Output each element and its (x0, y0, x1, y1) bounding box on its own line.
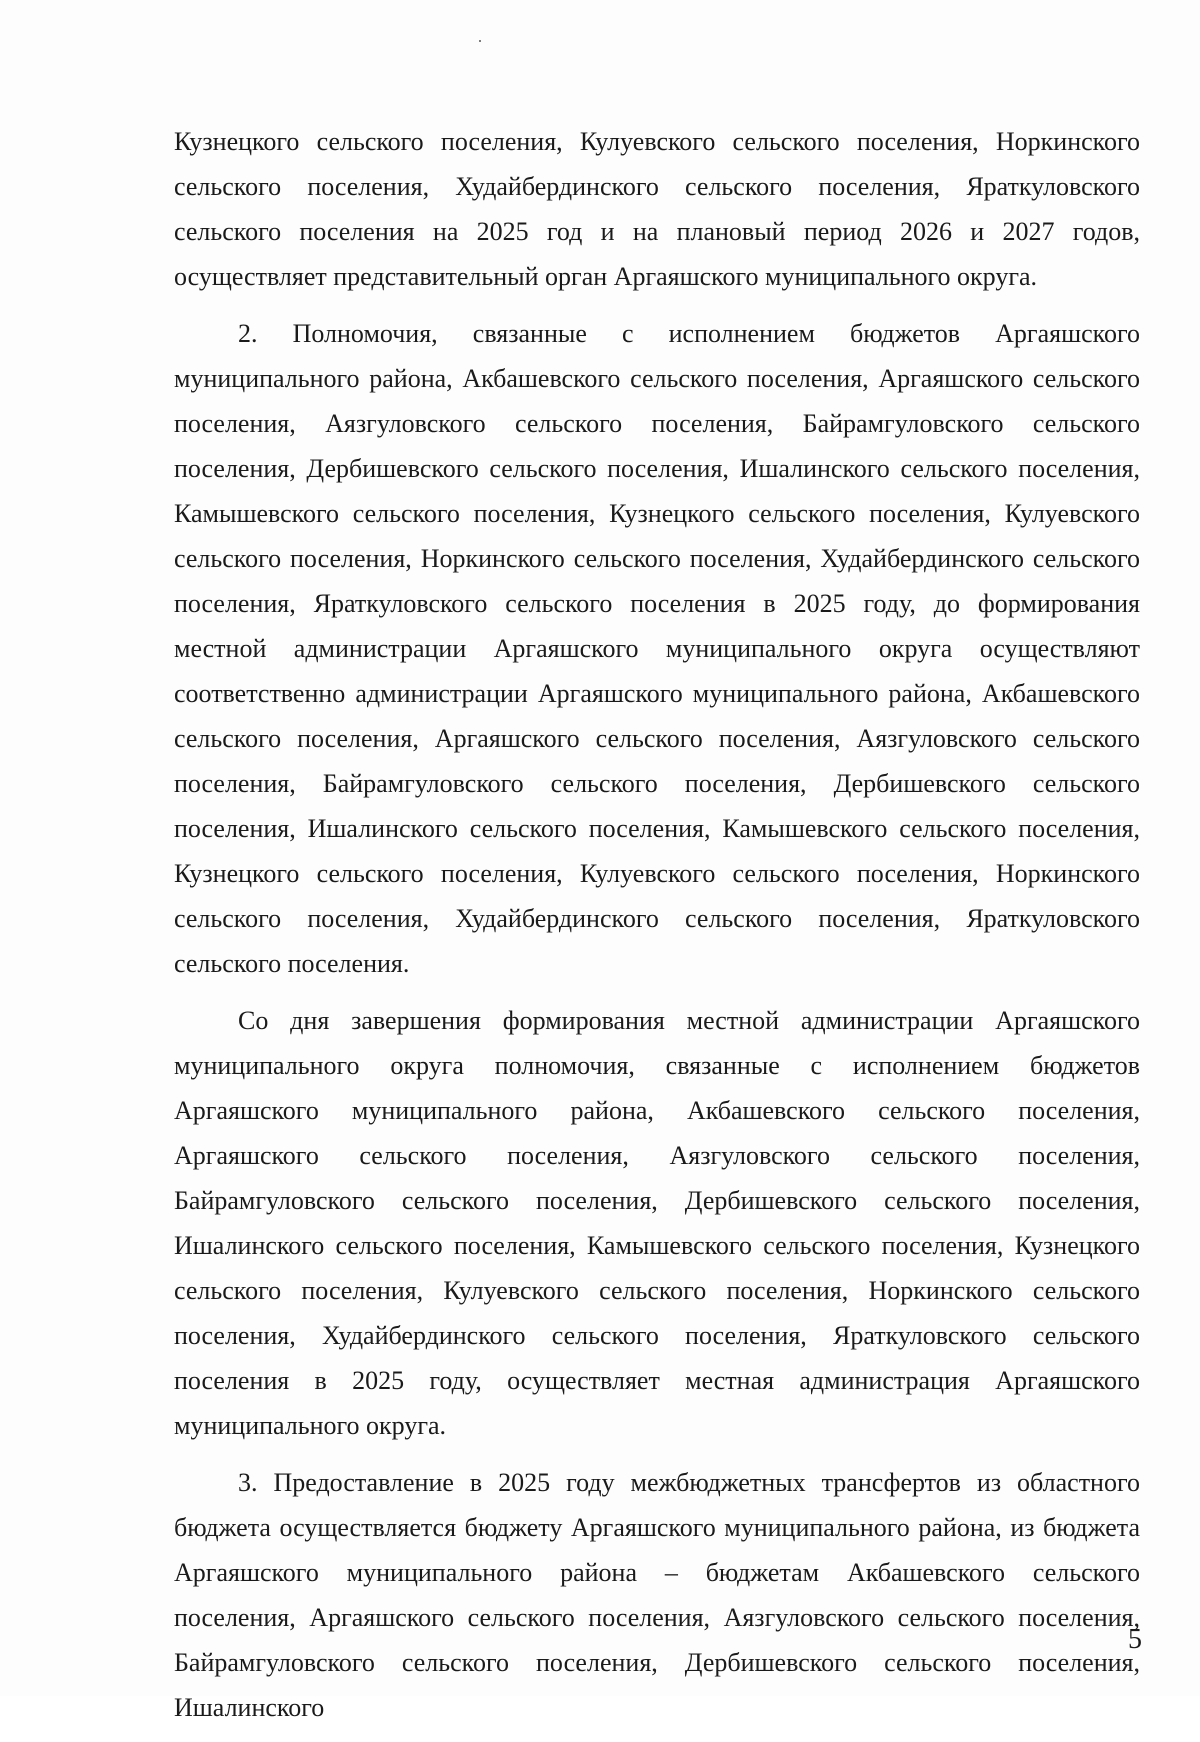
paragraph-item-2: 2. Полномочия, связанные с исполнением бюджетов Аргаяшского муниципального района, Акбашевского сельского поселения, Аргаяшского сельского поселения, Аязгуловского сельского поселения, Байрамгуловского сельского поселения, Дербишевского сельского поселения, Ишалинского сельского поселения, Камышевского сельского поселения, Кузнецкого сельского поселения, Кулуевского сельского поселения, Норкинского сельского поселения, Худайбердинского сельского поселения, Яраткуловского сельского поселения в 2025 году, до формирования местной администрации Аргаяшского муниципального округа осуществляют соответственно администрации Аргаяшского муниципального района, Акбашевского сельского поселения, Аргаяшского сельского поселения, Аязгуловского сельского поселения, Байрамгуловского сельского поселения, Дербишевского сельского поселения, Ишалинского сельского поселения, Камышевского сельского поселения, Кузнецкого сельского поселения, Кулуевского сельского поселения, Норкинского сельского поселения, Худайбердинского сельского поселения, Яраткуловского сельского поселения. (174, 319, 1140, 978)
document-body (174, 119, 1140, 1742)
paragraph-administration: Со дня завершения формирования местной администрации Аргаяшского муниципального округа полномочия, связанные с исполнением бюджетов Аргаяшского муниципального района, Акбашевского сельского поселения, Аргаяшского сельского поселения, Аязгуловского сельского поселения, Байрамгуловского сельского поселения, Дербишевского сельского поселения, Ишалинского сельского поселения, Камышевского сельского поселения, Кузнецкого сельского поселения, Кулуевского сельского поселения, Норкинского сельского поселения, Худайбердинского сельского поселения, Яраткуловского сельского поселения в 2025 году, осуществляет местная администрация Аргаяшского муниципального округа. (174, 1006, 1140, 1440)
paragraph-continuation: Кузнецкого сельского поселения, Кулуевского сельского поселения, Норкинского сельского поселения, Худайбердинского сельского поселения, Яраткуловского сельского поселения на 2025 год и на плановый период 2026 и 2027 годов, осуществляет представительный орган Аргаяшского муниципального округа. (174, 127, 1140, 291)
page-number: 5 (1128, 1624, 1142, 1655)
paragraph-item-3: 3. Предоставление в 2025 году межбюджетных трансфертов из областного бюджета осуществляется бюджету Аргаяшского муниципального района, из бюджета Аргаяшского муниципального района – бюджетам Акбашевского сельского поселения, Аргаяшского сельского поселения, Аязгуловского сельского поселения, Байрамгуловского сельского поселения, Дербишевского сельского поселения, Ишалинского (174, 1468, 1140, 1722)
scan-speck (479, 40, 481, 42)
